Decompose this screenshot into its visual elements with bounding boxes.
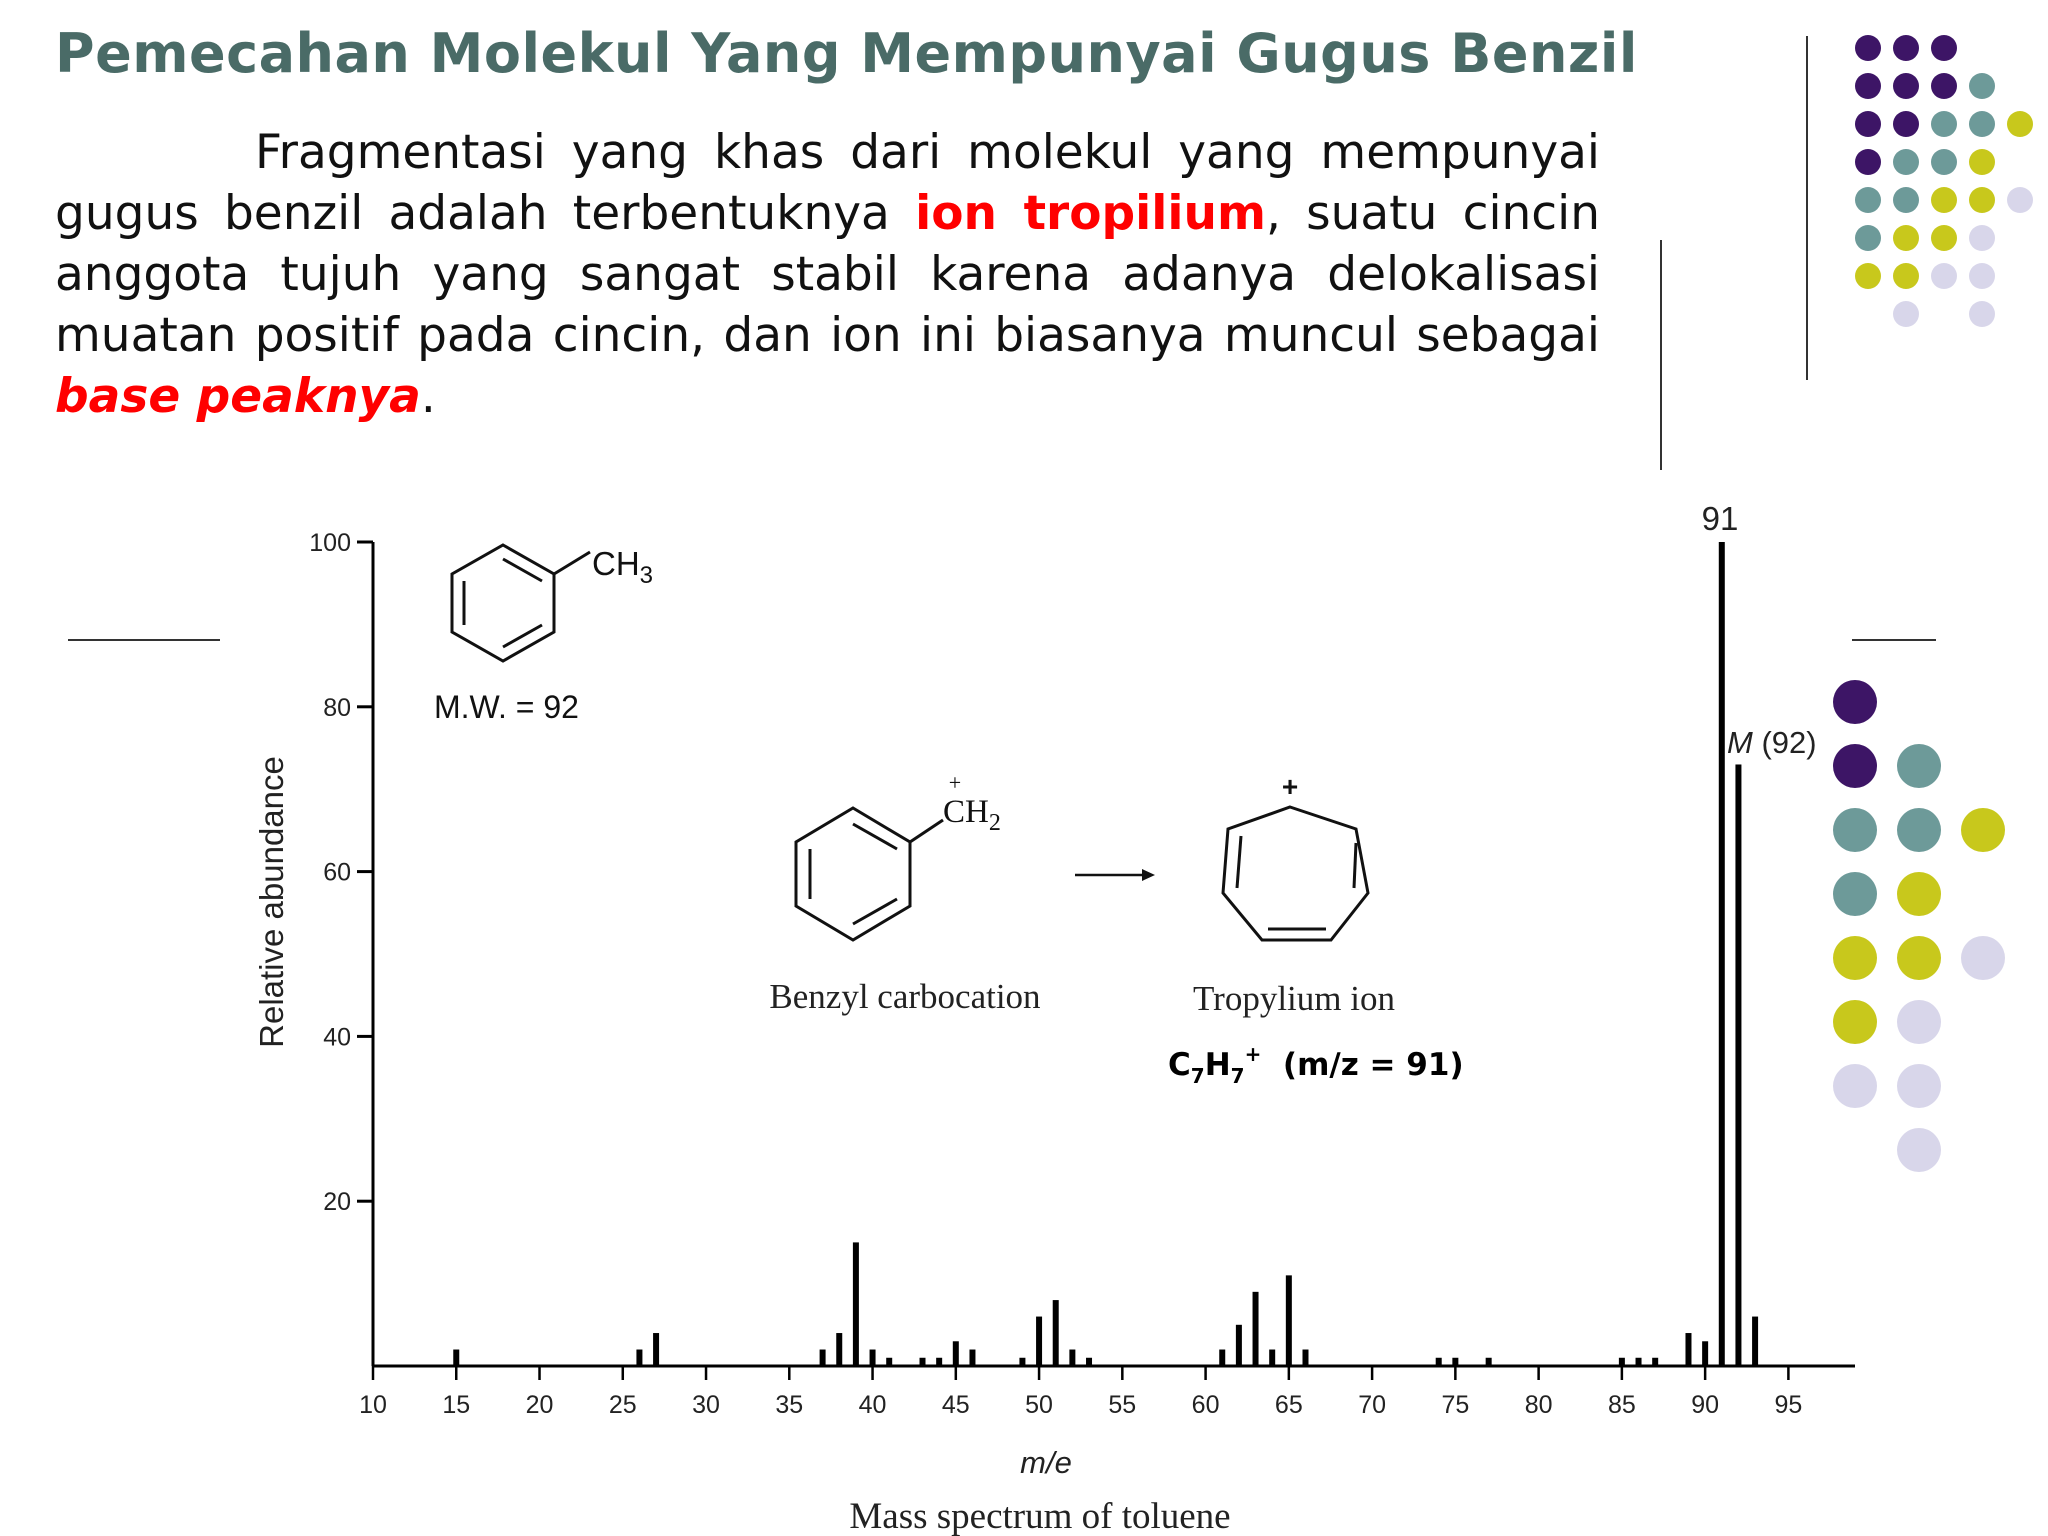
x-tick-label: 85 (1607, 1391, 1636, 1419)
reaction-arrow (1075, 869, 1155, 881)
spectrum-bar (1719, 542, 1725, 1366)
x-tick-label: 15 (442, 1391, 471, 1419)
highlight-ion-tropilium: ion tropilium (915, 186, 1266, 241)
paragraph-text-2: , suatu cincin anggota tujuh yang sangat stabil karena adanya delokalisasi muatan positif pada cincin, dan ion ini biasanya muncul sebagai (55, 186, 1600, 363)
spectrum-bar (886, 1358, 892, 1366)
x-tick-label: 65 (1274, 1391, 1303, 1419)
peak-91-label: 91 (1701, 500, 1739, 537)
molecular-weight-label: M.W. = 92 (434, 689, 579, 725)
spectrum-bar (870, 1350, 876, 1366)
y-tick-label: 60 (323, 858, 351, 887)
x-tick-label: 90 (1691, 1391, 1720, 1419)
spectrum-bar (636, 1350, 642, 1366)
y-tick-label: 40 (323, 1023, 351, 1052)
benzyl-carbocation-label: Benzyl carbocation (769, 977, 1041, 1016)
spectrum-bar (936, 1358, 942, 1366)
spectrum-bar (1452, 1358, 1458, 1366)
ch2-subscript: 2 (988, 810, 1001, 836)
x-tick-label: 55 (1108, 1391, 1137, 1419)
tropylium-ion-label: Tropylium ion (1193, 979, 1395, 1018)
x-tick-label: 35 (775, 1391, 804, 1419)
spectrum-bar (953, 1341, 959, 1366)
x-tick-label: 30 (692, 1391, 720, 1419)
spectrum-bar (1652, 1358, 1658, 1366)
spectrum-bar (1019, 1358, 1025, 1366)
x-tick-label: 40 (858, 1391, 887, 1419)
toluene-structure (452, 545, 590, 661)
spectrum-bar (1053, 1300, 1059, 1366)
spectrum-bar (1269, 1350, 1275, 1366)
x-axis-label: m/e (1020, 1445, 1072, 1480)
formula-h-sub: 7 (1230, 1064, 1245, 1088)
peak-92-m: M (1727, 725, 1753, 760)
x-tick-label: 95 (1774, 1391, 1803, 1419)
spectrum-bar (1436, 1358, 1442, 1366)
spectrum-bar (453, 1350, 459, 1366)
x-tick-label: 10 (359, 1391, 387, 1419)
x-tick-label: 20 (525, 1391, 554, 1419)
y-ticks (309, 529, 373, 1216)
ch3-text: CH (592, 545, 640, 582)
spectrum-bar (836, 1333, 842, 1366)
formula-h: H (1204, 1047, 1231, 1083)
formula-c-sub: 7 (1190, 1064, 1205, 1088)
chart-axes (373, 542, 1855, 1366)
x-tick-label: 45 (941, 1391, 970, 1419)
y-axis-label: Relative abundance (253, 756, 290, 1048)
spectrum-bar (1702, 1341, 1708, 1366)
spectrum-bar (969, 1350, 975, 1366)
x-ticks (359, 1366, 1802, 1419)
spectrum-bar (1735, 764, 1741, 1366)
spectrum-bar (1036, 1317, 1042, 1366)
ch2-label (943, 794, 1001, 836)
paragraph-text-3: . (420, 369, 436, 424)
x-tick-label: 60 (1191, 1391, 1220, 1419)
spectrum-bar (1302, 1350, 1308, 1366)
formula-sup: + (1244, 1042, 1262, 1066)
highlight-base-peak: base peaknya (55, 369, 421, 424)
paragraph-text-1: Fragmentasi yang khas dari molekul yang mempunyai gugus benzil adalah terbentuknya (55, 125, 1600, 241)
spectrum-bar (1069, 1350, 1075, 1366)
spectrum-bar (1086, 1358, 1092, 1366)
x-tick-label: 70 (1358, 1391, 1387, 1419)
spectrum-bar (1236, 1325, 1242, 1366)
ch3-label (592, 545, 653, 589)
spectrum-bar (1219, 1350, 1225, 1366)
spectrum-bar (1486, 1358, 1492, 1366)
ch2-text: CH (943, 794, 989, 830)
x-tick-label: 25 (608, 1391, 637, 1419)
slide-title: Pemecahan Molekul Yang Mempunyai Gugus Benzil (55, 22, 1638, 85)
spectrum-bar (1286, 1275, 1292, 1366)
spectrum-bar (1685, 1333, 1691, 1366)
tropylium-formula (1168, 1042, 1464, 1088)
ch3-subscript: 3 (639, 562, 654, 589)
spectrum-bar (853, 1242, 859, 1366)
spectrum-bar (1636, 1358, 1642, 1366)
spectrum-bars (453, 542, 1758, 1366)
x-tick-label: 80 (1524, 1391, 1553, 1419)
formula-c: C (1168, 1047, 1191, 1083)
spectrum-bar (1619, 1358, 1625, 1366)
tropylium-plus-sign: + (1281, 771, 1299, 802)
formula-mz: (m/z = 91) (1261, 1047, 1464, 1083)
peak-92-label (1727, 725, 1817, 760)
benzyl-carbocation-structure (796, 808, 943, 940)
y-tick-label: 100 (309, 529, 351, 557)
y-tick-label: 80 (323, 693, 351, 722)
spectrum-bar (1752, 1317, 1758, 1366)
spectrum-bar (653, 1333, 659, 1366)
peak-92-value: (92) (1752, 725, 1817, 760)
y-tick-label: 20 (323, 1188, 351, 1217)
tropylium-structure (1223, 807, 1368, 940)
spectrum-bar (820, 1350, 826, 1366)
ch2-plus-sign: + (948, 770, 962, 795)
x-tick-label: 75 (1441, 1391, 1470, 1419)
x-tick-label: 50 (1025, 1391, 1053, 1419)
spectrum-bar (1253, 1292, 1259, 1366)
spectrum-bar (920, 1358, 926, 1366)
chart-title: Mass spectrum of toluene (849, 1496, 1231, 1536)
